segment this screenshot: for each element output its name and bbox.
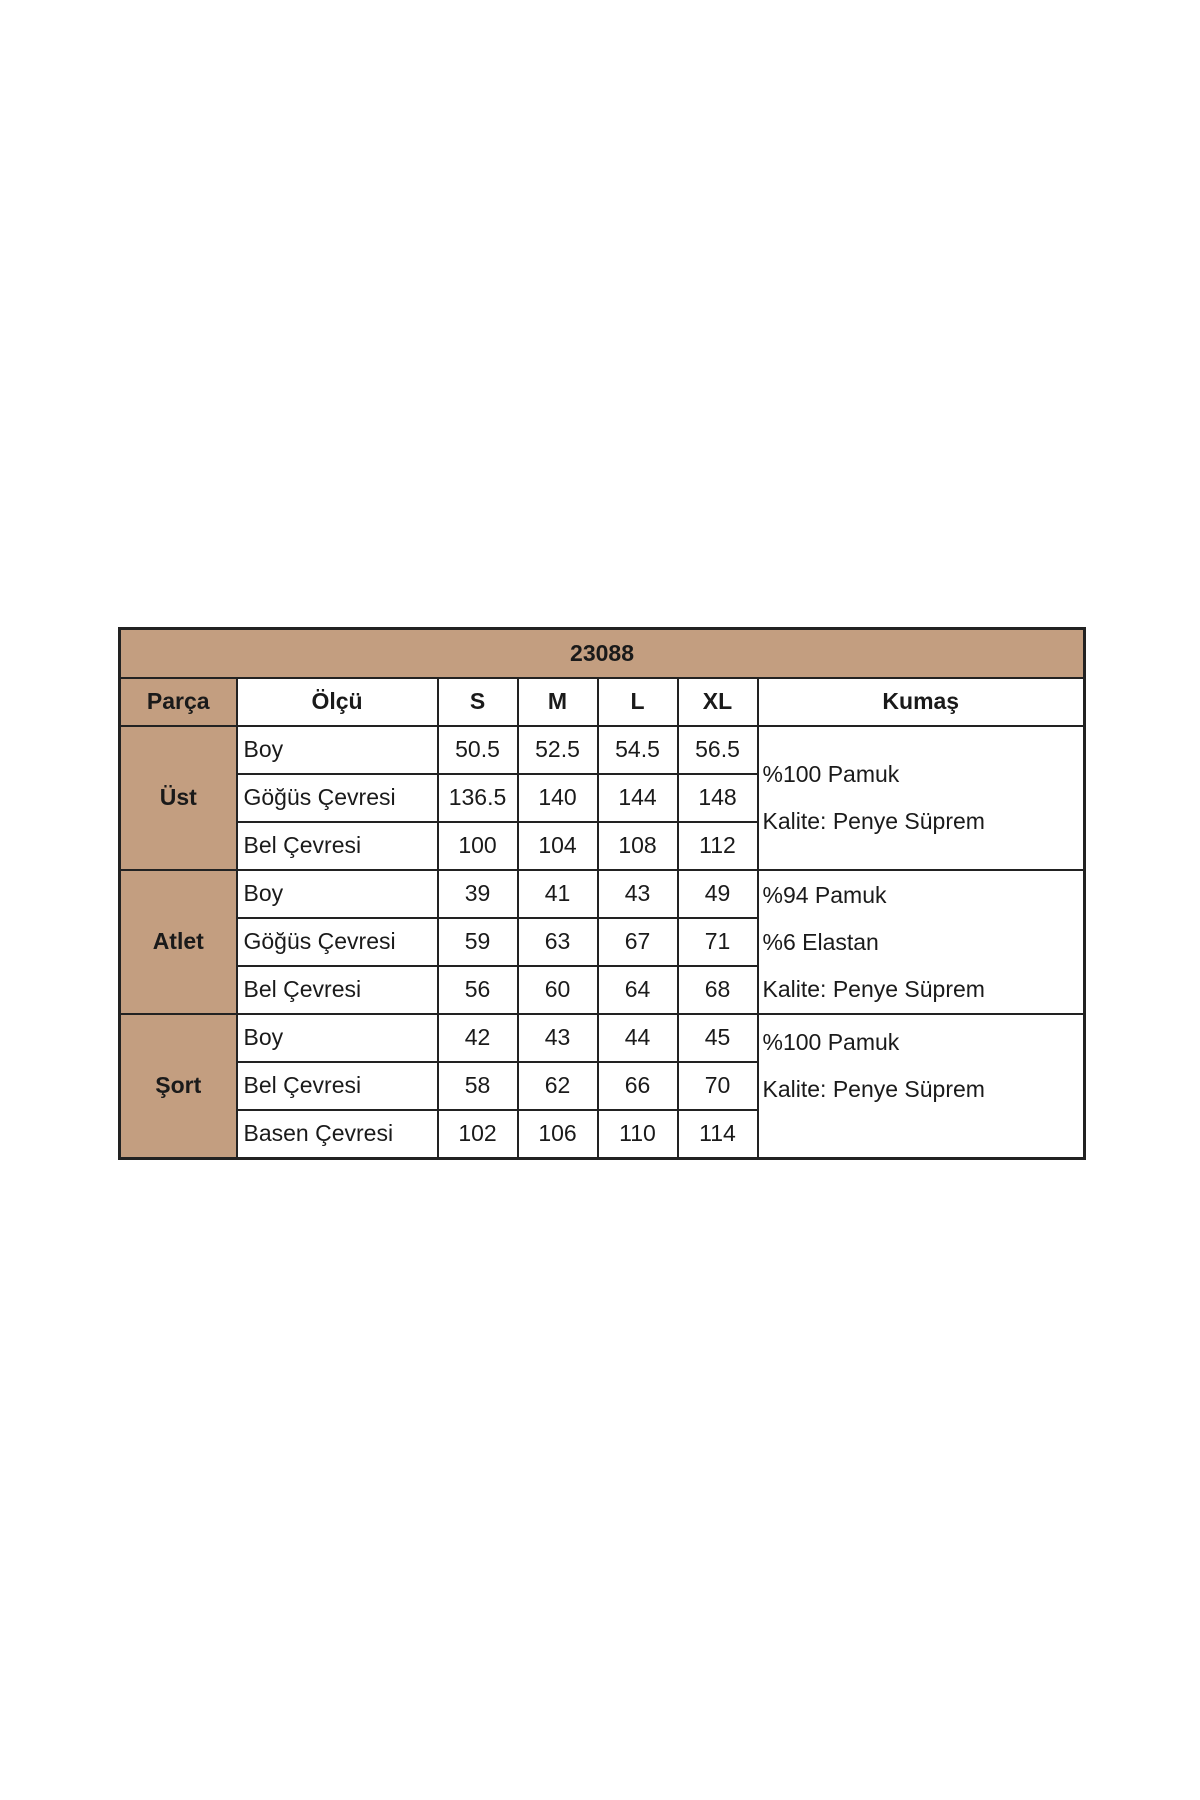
fabric-line: %100 Pamuk	[762, 761, 900, 787]
size-value: 110	[598, 1110, 678, 1159]
header-size-xl: XL	[678, 678, 758, 726]
fabric-line: Kalite: Penye Süprem	[762, 1076, 985, 1102]
measure-label: Boy	[237, 726, 438, 774]
size-value: 52.5	[518, 726, 598, 774]
table-row	[120, 870, 1085, 918]
size-value: 64	[598, 966, 678, 1014]
size-value: 54.5	[598, 726, 678, 774]
size-value: 45	[678, 1014, 758, 1062]
size-value: 39	[438, 870, 518, 918]
size-value: 100	[438, 822, 518, 870]
measure-label: Boy	[237, 870, 438, 918]
size-value: 41	[518, 870, 598, 918]
fabric-ust	[758, 726, 1085, 870]
header-size-l: L	[598, 678, 678, 726]
fabric-line: Kalite: Penye Süprem	[762, 975, 985, 1002]
size-value: 58	[438, 1062, 518, 1110]
fabric-sort	[758, 1014, 1085, 1159]
size-value: 112	[678, 822, 758, 870]
size-value: 71	[678, 918, 758, 966]
header-fabric: Kumaş	[758, 678, 1085, 726]
table-row	[120, 726, 1085, 774]
size-value: 114	[678, 1110, 758, 1159]
size-value: 42	[438, 1014, 518, 1062]
size-value: 56	[438, 966, 518, 1014]
size-value: 148	[678, 774, 758, 822]
part-ust: Üst	[120, 726, 237, 870]
size-value: 56.5	[678, 726, 758, 774]
size-chart-table	[118, 627, 1086, 1160]
fabric-line: Kalite: Penye Süprem	[762, 808, 985, 834]
part-sort: Şort	[120, 1014, 237, 1159]
fabric-atlet	[758, 870, 1085, 1014]
measure-label: Göğüs Çevresi	[237, 918, 438, 966]
size-value: 59	[438, 918, 518, 966]
part-atlet: Atlet	[120, 870, 237, 1014]
header-size-m: M	[518, 678, 598, 726]
size-value: 66	[598, 1062, 678, 1110]
header-row	[120, 678, 1085, 726]
product-code: 23088	[120, 629, 1085, 679]
size-value: 70	[678, 1062, 758, 1110]
size-value: 44	[598, 1014, 678, 1062]
size-value: 136.5	[438, 774, 518, 822]
size-value: 62	[518, 1062, 598, 1110]
size-value: 60	[518, 966, 598, 1014]
size-value: 104	[518, 822, 598, 870]
measure-label: Boy	[237, 1014, 438, 1062]
fabric-line: %100 Pamuk	[762, 1029, 900, 1055]
size-value: 68	[678, 966, 758, 1014]
size-value: 108	[598, 822, 678, 870]
measure-label: Bel Çevresi	[237, 822, 438, 870]
size-value: 43	[598, 870, 678, 918]
size-value: 50.5	[438, 726, 518, 774]
measure-label: Göğüs Çevresi	[237, 774, 438, 822]
size-value: 102	[438, 1110, 518, 1159]
header-part: Parça	[120, 678, 237, 726]
size-value: 140	[518, 774, 598, 822]
header-size-s: S	[438, 678, 518, 726]
table-row	[120, 1014, 1085, 1062]
header-measure: Ölçü	[237, 678, 438, 726]
measure-label: Bel Çevresi	[237, 1062, 438, 1110]
size-value: 67	[598, 918, 678, 966]
size-value: 49	[678, 870, 758, 918]
size-value: 144	[598, 774, 678, 822]
size-value: 63	[518, 918, 598, 966]
fabric-line: %6 Elastan	[762, 928, 879, 955]
measure-label: Basen Çevresi	[237, 1110, 438, 1159]
fabric-line: %94 Pamuk	[762, 881, 887, 908]
size-value: 43	[518, 1014, 598, 1062]
measure-label: Bel Çevresi	[237, 966, 438, 1014]
size-value: 106	[518, 1110, 598, 1159]
